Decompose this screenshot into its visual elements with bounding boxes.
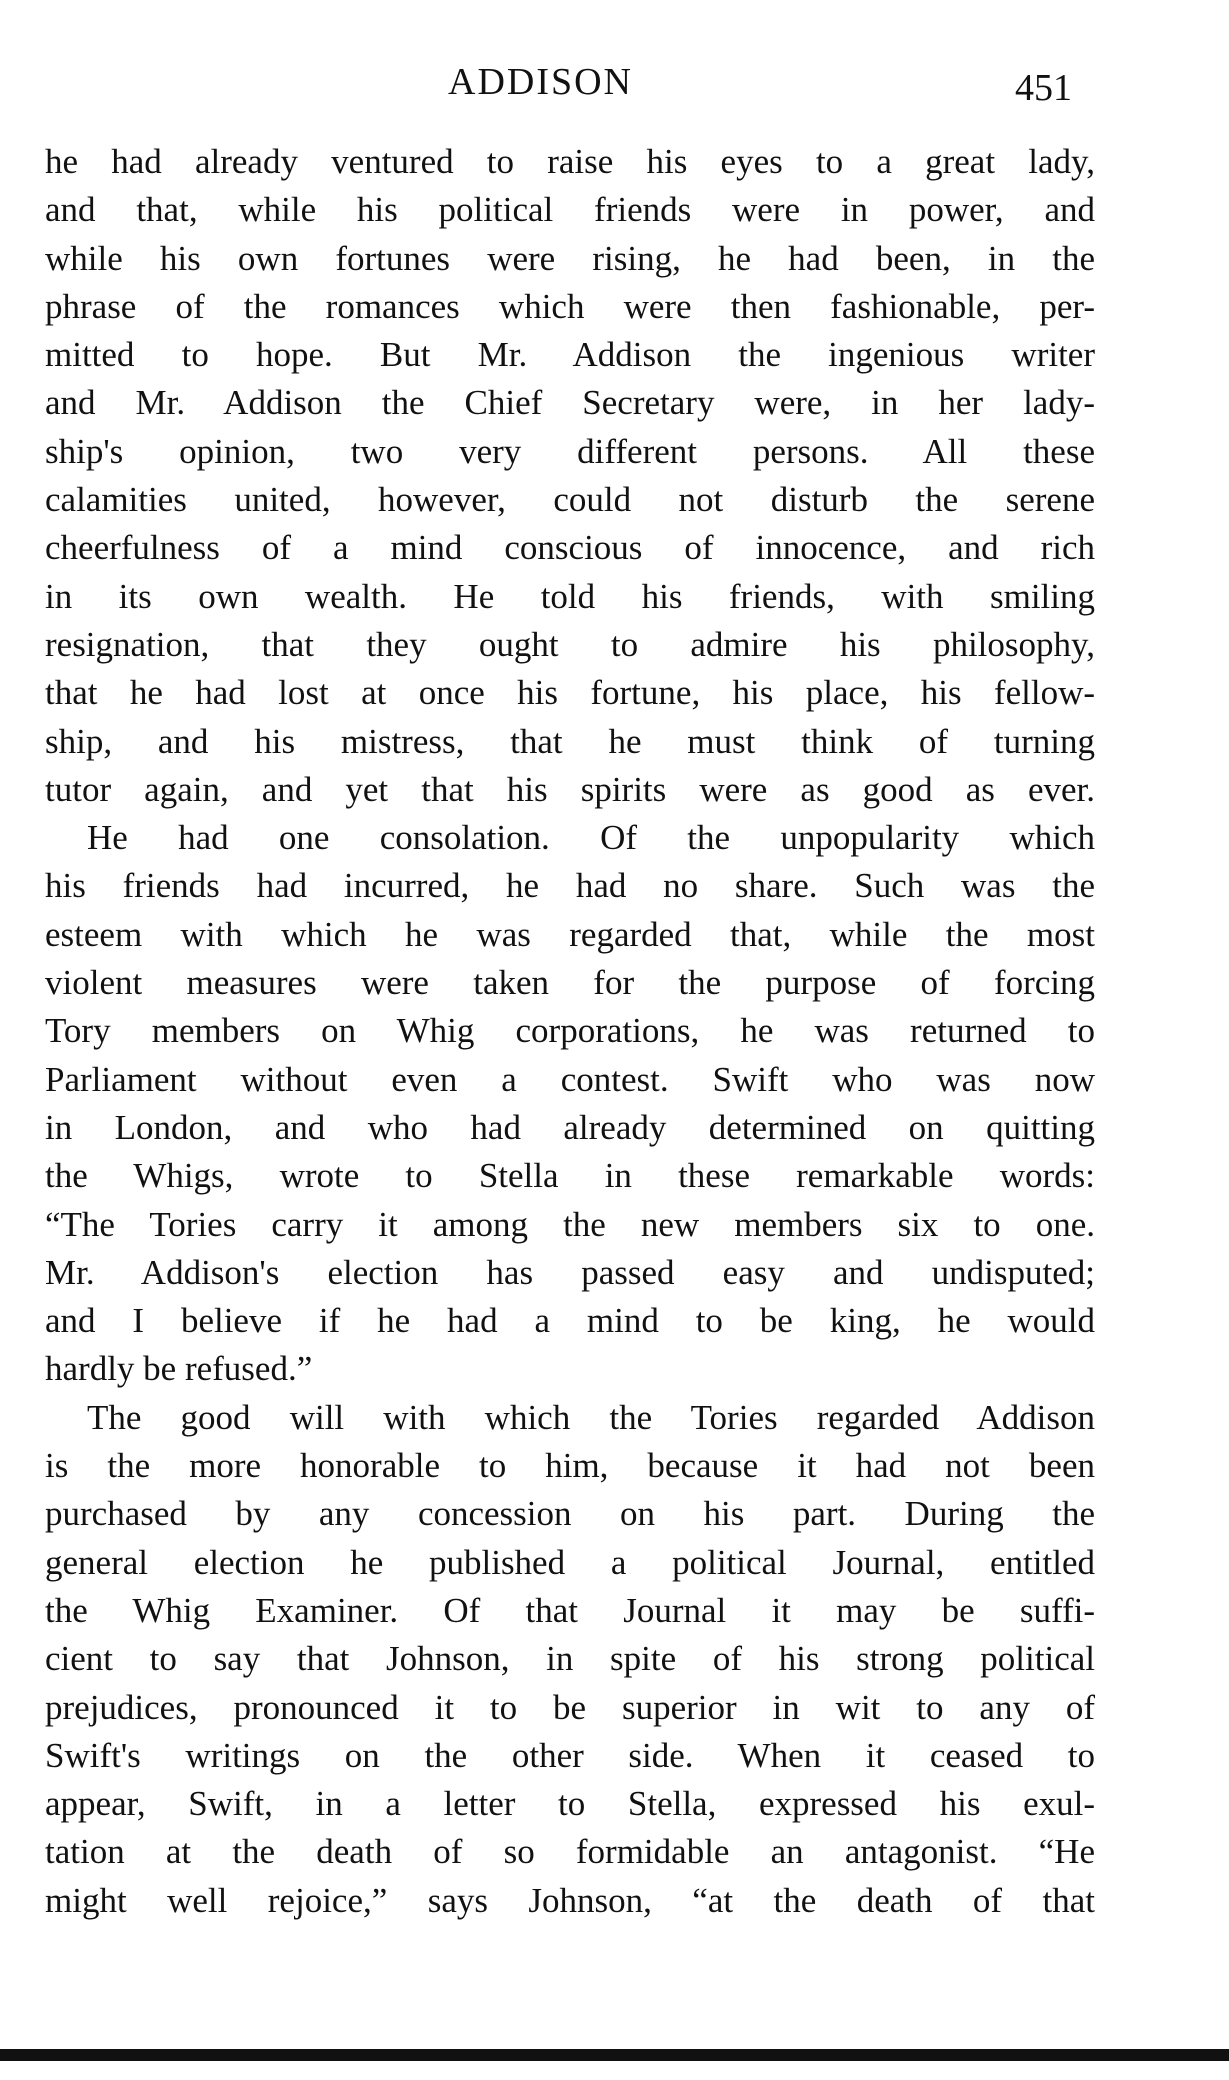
text-line: that he had lost at once his fortune, his place, his fellow- (45, 673, 1095, 713)
bottom-edge-rule (0, 2049, 1229, 2061)
text-line: violent measures were taken for the purpose of forcing (45, 963, 1095, 1003)
text-line: Parliament without even a contest. Swift who was now (45, 1059, 1095, 1099)
text-line: Swift's writings on the other side. When it ceased to (45, 1735, 1095, 1775)
text-line: resignation, that they ought to admire his philosophy, (45, 624, 1095, 664)
text-line: Tory members on Whig corporations, he was returned to (45, 1011, 1095, 1051)
text-line: general election he published a political Journal, entitled (45, 1542, 1095, 1582)
text-line: and Mr. Addison the Chief Secretary were, in her lady- (45, 383, 1095, 423)
text-line: calamities united, however, could not disturb the serene (45, 480, 1095, 520)
page-number: 451 (1015, 67, 1072, 109)
text-line: might well rejoice,” says Johnson, “at the death of that (45, 1880, 1095, 1920)
text-line: the Whig Examiner. Of that Journal it may be suffi- (45, 1590, 1095, 1630)
paragraph-start-line: He had one consolation. Of the unpopularity which (87, 818, 1095, 858)
running-title: ADDISON (448, 61, 633, 103)
text-line: and I believe if he had a mind to be king, he would (45, 1301, 1095, 1341)
text-line: tutor again, and yet that his spirits were as good as ever. (45, 769, 1095, 809)
text-line: tation at the death of so formidable an antagonist. “He (45, 1832, 1095, 1872)
text-line: cheerfulness of a mind conscious of innocence, and rich (45, 528, 1095, 568)
text-line: Mr. Addison's election has passed easy and undisputed; (45, 1252, 1095, 1292)
text-line: his friends had incurred, he had no share. Such was the (45, 866, 1095, 906)
text-line: esteem with which he was regarded that, while the most (45, 914, 1095, 954)
text-line: purchased by any concession on his part. During the (45, 1494, 1095, 1534)
text-line: ship, and his mistress, that he must think of turning (45, 721, 1095, 761)
text-line: “The Tories carry it among the new members six to one. (45, 1204, 1095, 1244)
text-line: ship's opinion, two very different persons. All these (45, 431, 1095, 471)
text-line: he had already ventured to raise his eyes to a great lady, (45, 142, 1095, 181)
paragraph-end-line: hardly be refused.” (45, 1349, 313, 1389)
paragraph-start-line: The good will with which the Tories regarded Addison (87, 1397, 1095, 1437)
text-line: the Whigs, wrote to Stella in these remarkable words: (45, 1156, 1095, 1196)
text-line: while his own fortunes were rising, he had been, in the (45, 238, 1095, 278)
page-header (0, 60, 1229, 110)
text-line: phrase of the romances which were then fashionable, per- (45, 286, 1095, 326)
text-line: is the more honorable to him, because it had not been (45, 1446, 1095, 1486)
text-line: cient to say that Johnson, in spite of his strong political (45, 1639, 1095, 1679)
text-line: appear, Swift, in a letter to Stella, expressed his exul- (45, 1784, 1095, 1824)
text-line: in its own wealth. He told his friends, with smiling (45, 576, 1095, 616)
text-line: in London, and who had already determined on quitting (45, 1107, 1095, 1147)
text-line: prejudices, pronounced it to be superior in wit to any of (45, 1687, 1095, 1727)
text-line: and that, while his political friends were in power, and (45, 190, 1095, 230)
text-line: mitted to hope. But Mr. Addison the ingenious writer (45, 335, 1095, 375)
body-text (45, 138, 1095, 1925)
